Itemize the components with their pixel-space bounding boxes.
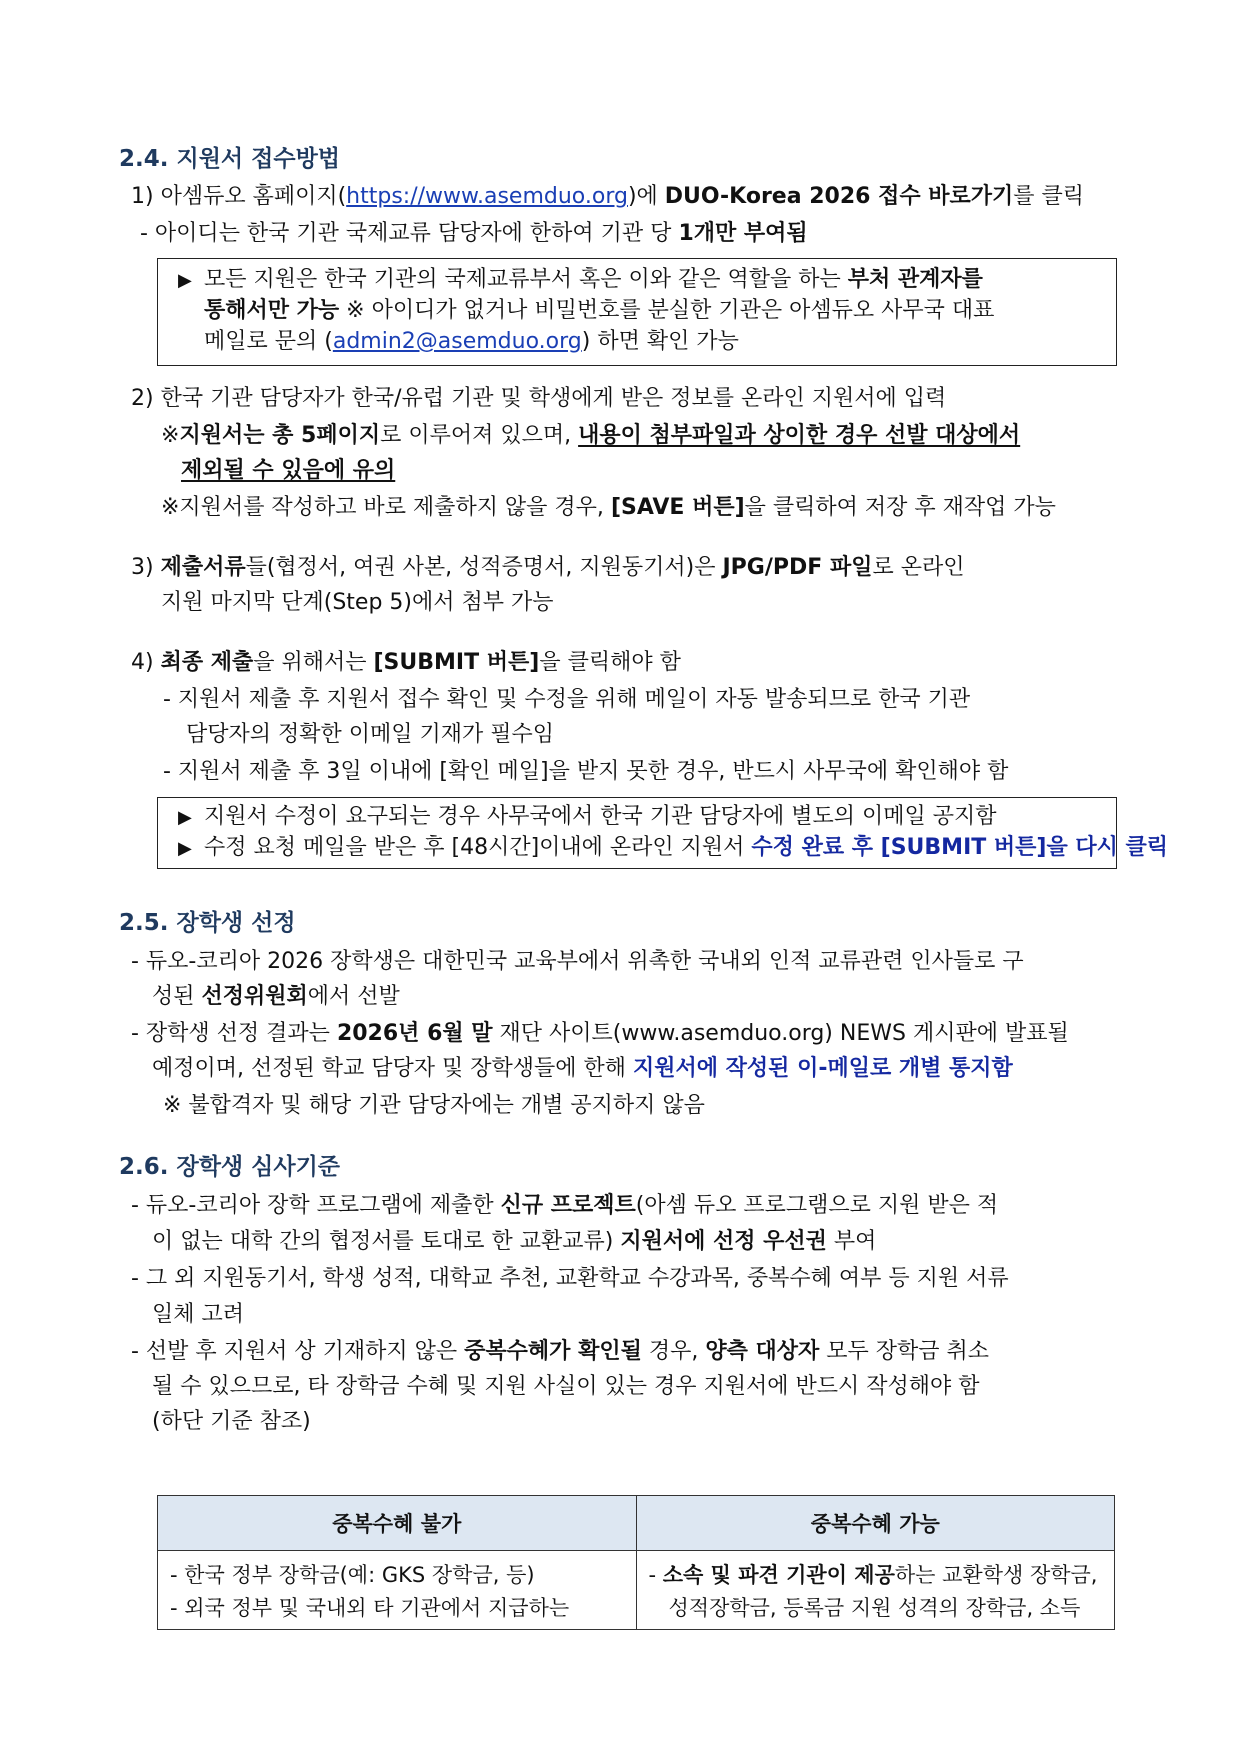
section-heading-2-4: 2.4. 지원서 접수방법 — [119, 146, 341, 172]
item-2-note-2: ※지원서를 작성하고 바로 제출하지 않을 경우, [SAVE 버튼]을 클릭하여 저장 후 재작업 가능 — [161, 495, 1056, 520]
table-cell-not-allowed: - 한국 정부 장학금(예: GKS 장학금, 등) - 외국 정부 및 국내외 타 기관에서 지급하는 — [158, 1551, 637, 1630]
item-4-sub-2: - 지원서 제출 후 3일 이내에 [확인 메일]을 받지 못한 경우, 반드시 사무국에 확인해야 함 — [163, 759, 1009, 784]
table-cell-allowed: - 소속 및 파견 기관이 제공하는 교환학생 장학금, 성적장학금, 등록금 지원 성격의 장학금, 소득 — [636, 1551, 1115, 1630]
table-header-allowed: 중복수혜 가능 — [636, 1496, 1115, 1551]
s26-para-1-cont: 이 없는 대학 간의 협정서를 토대로 한 교환교류) 지원서에 선정 우선권 부여 — [152, 1229, 877, 1254]
table-header-not-allowed: 중복수혜 불가 — [158, 1496, 637, 1551]
item-1: 1) 아셈듀오 홈페이지(https://www.asemduo.org)에 DUO-Korea 2026 접수 바로가기를 클릭 — [131, 184, 1085, 209]
s26-para-3-cont: 될 수 있으므로, 타 장학금 수혜 및 지원 사실이 있는 경우 지원서에 반드시 작성해야 함 — [152, 1374, 980, 1399]
triangle-right-icon: ▶ — [178, 838, 192, 859]
s26-para-2: - 그 외 지원동기서, 학생 성적, 대학교 추천, 교환학교 수강과목, 중복수혜 여부 등 지원 서류 — [131, 1266, 1009, 1291]
item-2: 2) 한국 기관 담당자가 한국/유럽 기관 및 학생에게 받은 정보를 온라인 지원서에 입력 — [131, 386, 947, 411]
notice-box-2: ▶ 지원서 수정이 요구되는 경우 사무국에서 한국 기관 담당자에 별도의 이메일 공지함 ▶ 수정 요청 메일을 받은 후 [48시간]이내에 온라인 지원서 수정 완료 후 [SUBMIT 버튼]을 다시 클릭 — [157, 797, 1117, 869]
s25-note: ※ 불합격자 및 해당 기관 담당자에는 개별 공지하지 않음 — [163, 1093, 705, 1118]
homepage-link[interactable]: https://www.asemduo.org — [346, 184, 628, 209]
s26-para-3: - 선발 후 지원서 상 기재하지 않은 중복수혜가 확인될 경우, 양측 대상자 모두 장학금 취소 — [131, 1339, 990, 1364]
item-1-sub: - 아이디는 한국 기관 국제교류 담당자에 한하여 기관 당 1개만 부여됨 — [140, 221, 808, 246]
triangle-right-icon: ▶ — [178, 807, 192, 828]
s26-para-2-cont: 일체 고려 — [152, 1302, 245, 1327]
item-3-cont: 지원 마지막 단계(Step 5)에서 첨부 가능 — [161, 590, 554, 615]
s25-para-1-cont: 성된 선정위원회에서 선발 — [152, 984, 400, 1009]
item-3: 3) 제출서류들(협정서, 여권 사본, 성적증명서, 지원동기서)은 JPG/PDF 파일로 온라인 — [131, 555, 965, 580]
triangle-right-icon: ▶ — [178, 270, 192, 291]
notice-box-1: ▶ 모든 지원은 한국 기관의 국제교류부서 혹은 이와 같은 역할을 하는 부처 관계자를 통해서만 가능 ※ 아이디가 없거나 비밀번호를 분실한 기관은 아셈듀오 사무국 대표 메일로 문의 (admin2@asemduo.org) 하면 확인 가능 — [157, 258, 1117, 366]
s26-para-1: - 듀오-코리아 장학 프로그램에 제출한 신규 프로젝트(아셈 듀오 프로그램으로 지원 받은 적 — [131, 1193, 999, 1218]
item-4: 4) 최종 제출을 위해서는 [SUBMIT 버튼]을 클릭해야 함 — [131, 650, 681, 675]
s25-para-2-cont: 예정이며, 선정된 학교 담당자 및 장학생들에 한해 지원서에 작성된 이-메일로 개별 통지함 — [152, 1056, 1013, 1081]
section-heading-2-5: 2.5. 장학생 선정 — [119, 910, 296, 936]
item-2-note-1-cont: 제외될 수 있음에 유의 — [181, 458, 396, 483]
item-4-sub-1: - 지원서 제출 후 지원서 접수 확인 및 수정을 위해 메일이 자동 발송되므로 한국 기관 — [163, 687, 971, 712]
admin-email-link[interactable]: admin2@asemduo.org — [332, 329, 582, 354]
section-heading-2-6: 2.6. 장학생 심사기준 — [119, 1154, 341, 1180]
s26-para-3-ref: (하단 기준 참조) — [152, 1409, 311, 1434]
item-4-sub-1-cont: 담당자의 정확한 이메일 기재가 필수임 — [186, 722, 555, 747]
table-row — [158, 1551, 1115, 1630]
duplicate-benefit-table — [157, 1495, 1115, 1630]
s25-para-2: - 장학생 선정 결과는 2026년 6월 말 재단 사이트(www.asemduo.org) NEWS 게시판에 발표될 — [131, 1021, 1069, 1046]
item-2-note-1: ※지원서는 총 5페이지로 이루어져 있으며, 내용이 첨부파일과 상이한 경우 선발 대상에서 — [161, 423, 1021, 448]
s25-para-1: - 듀오-코리아 2026 장학생은 대한민국 교육부에서 위촉한 국내외 인적 교류관련 인사들로 구 — [131, 949, 1024, 974]
